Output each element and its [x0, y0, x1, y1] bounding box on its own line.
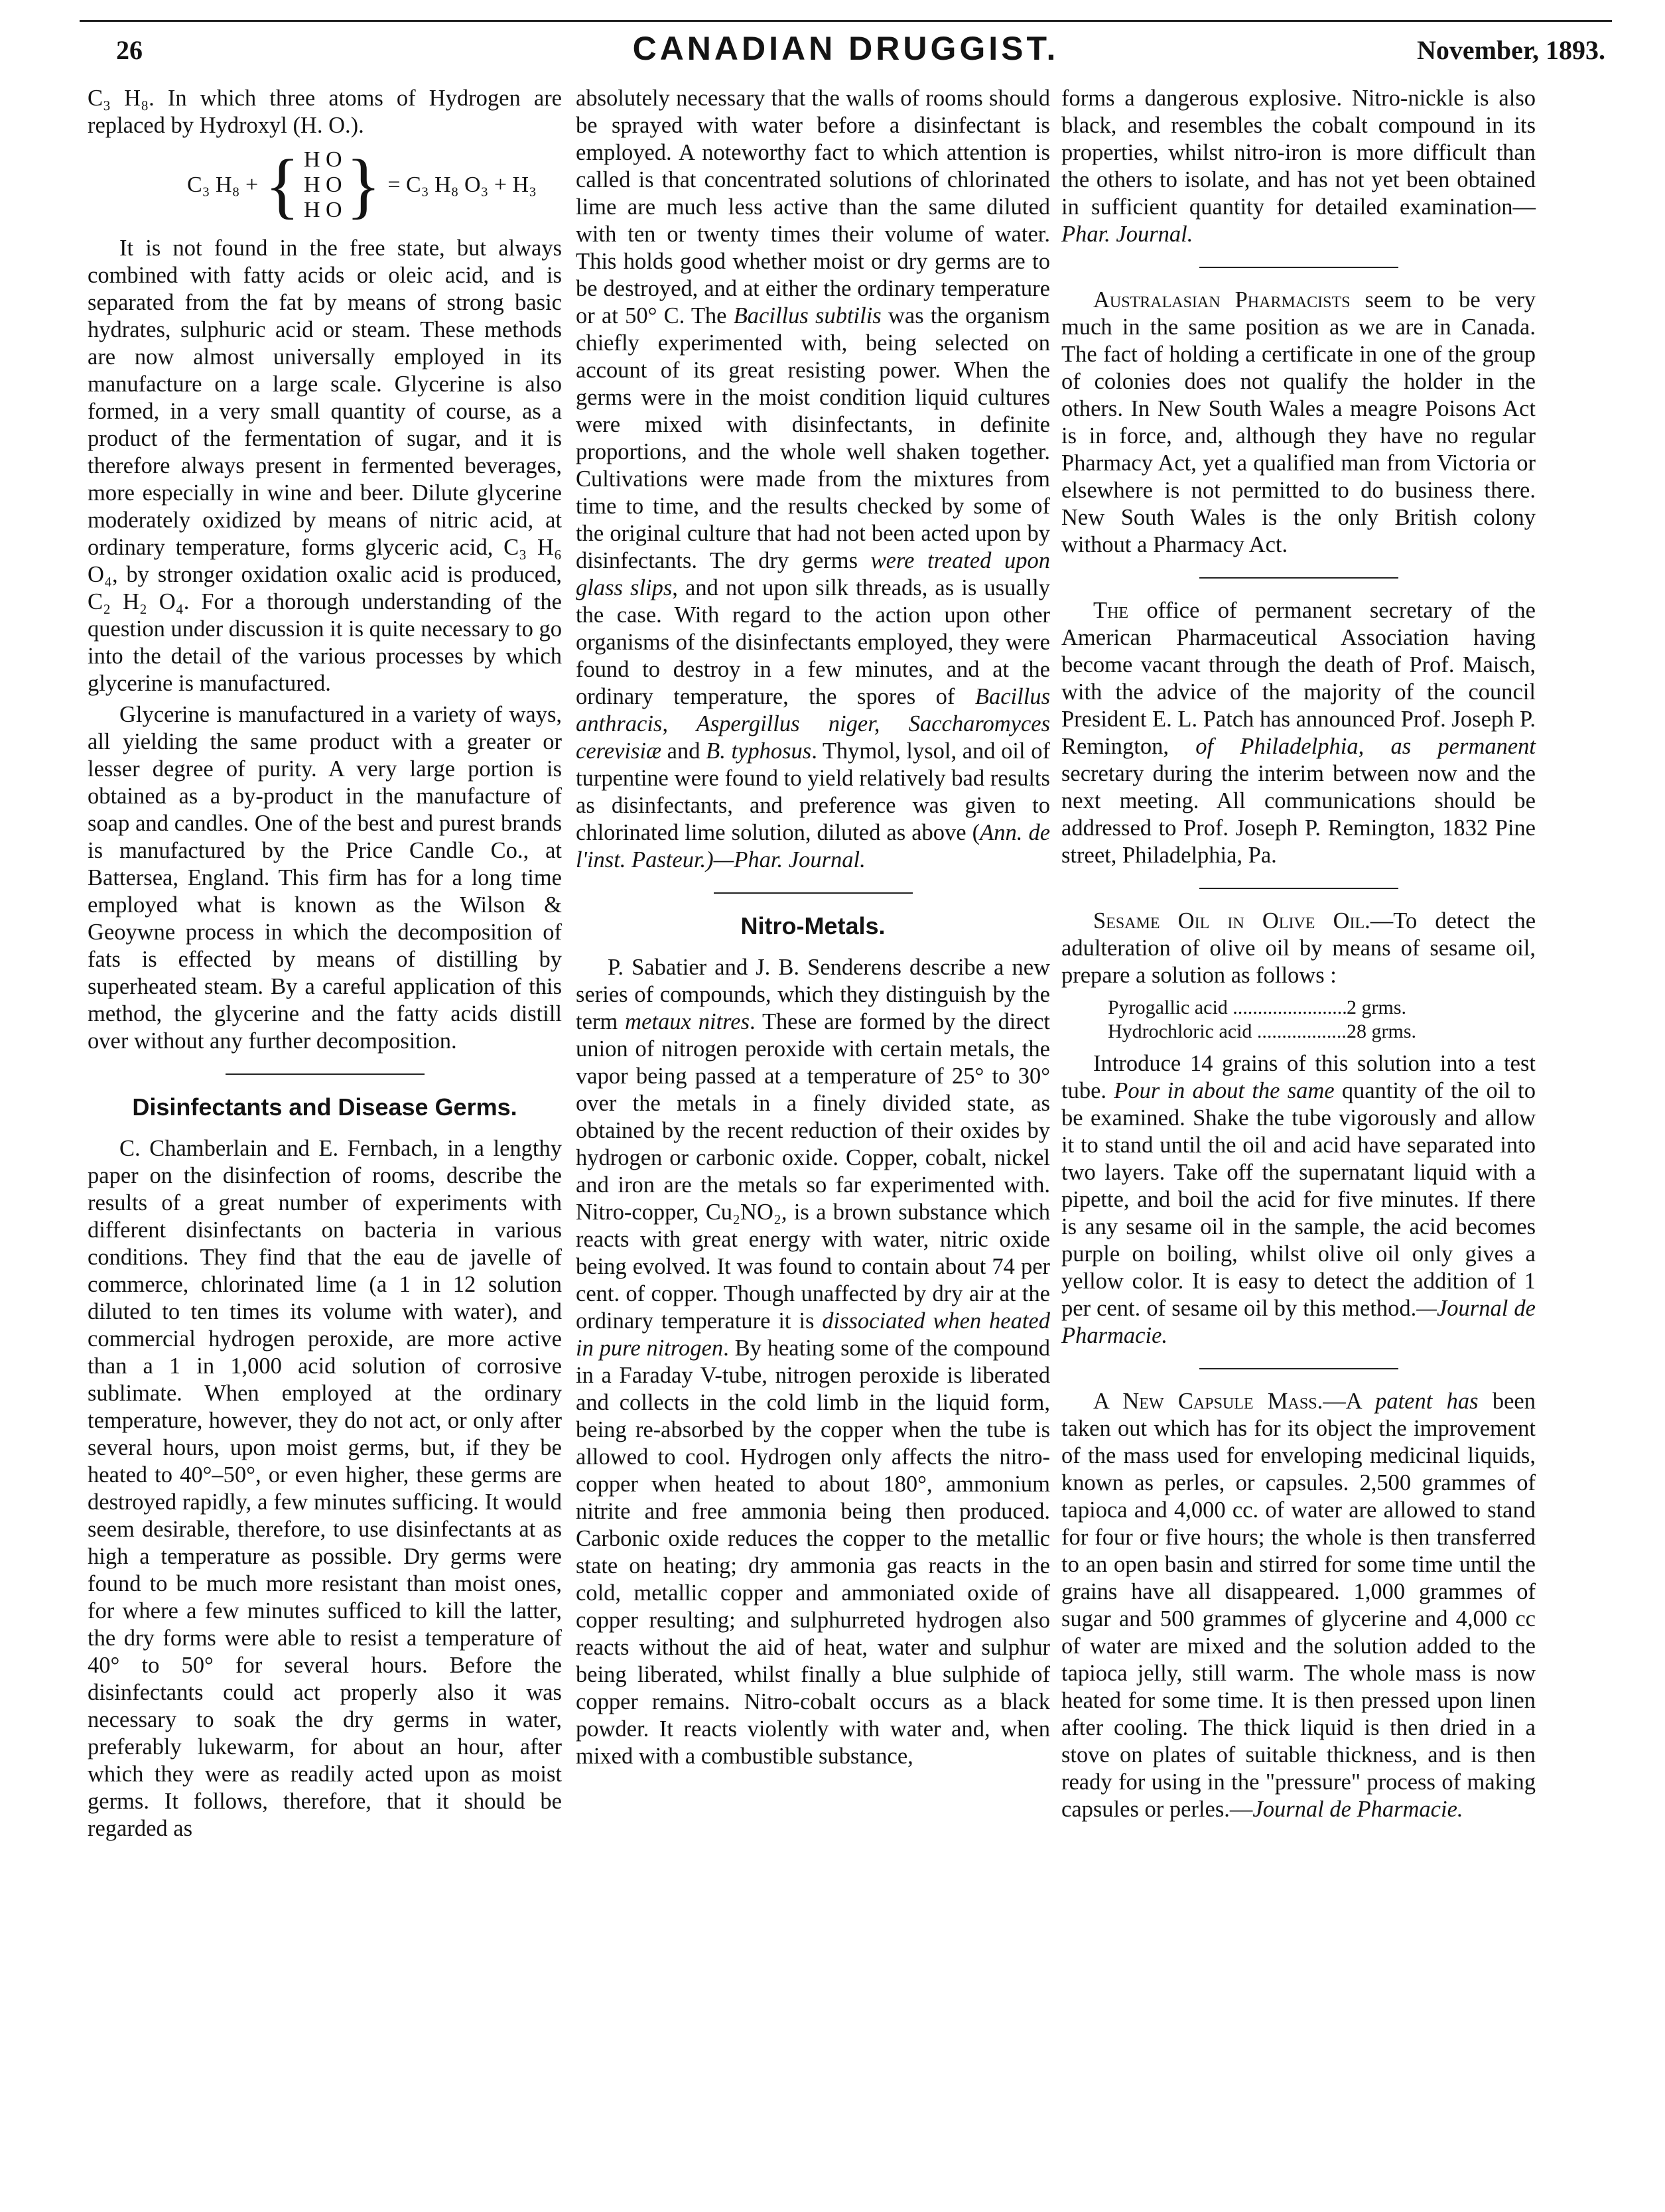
text-run: , and not upon silk threads, as is usually the case. With regard to the action upon other organisms of the disinfectants employed, they were found to destroy in a few minutes, and at the ordinary temperature, the spores of — [576, 575, 1050, 709]
item-lead: A New Capsule Mass. — [1093, 1389, 1323, 1414]
formula-stack-row: H O — [303, 198, 342, 222]
formula-stack-row: H O — [303, 147, 342, 172]
formula-right: = C₃ H₈ O₃ + H₃ — [387, 173, 537, 197]
recipe-amount: 2 grms. — [1347, 997, 1406, 1018]
text-run: . Thymol, lysol, and oil of turpentine were found to yield relatively bad results as disinfectants, and preference was given to chlorinated lime solution, diluted as above ( — [576, 738, 1050, 845]
recipe-amount: 28 grms. — [1347, 1020, 1416, 1042]
column-2 — [576, 85, 1050, 1774]
species-names: Bacillus anthracis, Aspergillus niger, Saccharomyces cerevisiæ — [576, 684, 1050, 764]
column-3 — [1061, 85, 1536, 1827]
section-divider — [714, 892, 913, 894]
source-citation: Ann. de l'inst. Pasteur.)—Phar. Journal. — [576, 820, 1051, 872]
emphasis-text: patent has — [1375, 1389, 1479, 1414]
sesame-oil-item — [1061, 908, 1536, 989]
capsule-mass-item — [1061, 1388, 1536, 1823]
column-1 — [88, 85, 562, 1846]
species-name: B. typhosus — [706, 738, 812, 764]
glycerine-intro: C₃ H₈. In which three atoms of Hydrogen are replaced by Hydroxyl (H. O.). — [88, 86, 562, 138]
text-run: Introduce 14 grains of this solution into a test tube. — [1061, 1051, 1536, 1103]
text-run: —To detect the adulteration of olive oil by means of sesame oil, prepare a solution as follows : — [1061, 908, 1536, 988]
text-run: been taken out which has for its object the improvement of the mass used for enveloping medicinal liquids, known as perles, or capsules. 2,500 grammes of tapioca and 4,000 cc. of water are allowed to stand for four or five hours; the whole is then transferred to an open basin and stirred for some time until the grains have all disappeared. 1,000 grammes of sugar and 500 grammes of glycerine and 4,000 cc of water are mixed and the solution added to the tapioca jelly, still warm. The whole mass is now heated for some time. It is then pressed upon linen after cooling. The thick liquid is then dried in a stove on plates of suitable thickness, and is then ready for using in the "pressure" process of making capsules or perles.— — [1061, 1389, 1536, 1822]
sesame-oil-instructions — [1061, 1050, 1536, 1349]
section-divider — [1199, 577, 1398, 579]
header-rule — [80, 20, 1612, 22]
formula-brace-group — [265, 145, 381, 226]
right-brace-glyph: } — [346, 145, 381, 226]
disinfectants-paragraph-1: C. Chamberlain and E. Fernbach, in a lengthy paper on the disinfection of rooms, describe the results of a great number of experiments with different disinfectants on bacteria in various conditions. They find that the eau de javelle of commerce, chlorinated lime (a 1 in 12 solution diluted to ten times its volume with water), and commercial hydrogen peroxide, are more active than a 1 in 1,000 acid solution of corrosive sublimate. When employed at the ordinary temperature, however, they do not act, or only after several hours, upon moist germs, but, if they be heated to 40°–50°, or even higher, these germs are destroyed rapidly, a few minutes sufficing. It would seem desirable, therefore, to use disinfectants at as high a temperature as possible. Dry germs were found to be much more resistant than moist ones, for where a few minutes sufficed to kill the latter, the dry forms were able to resist a temperature of 40° to 50° for several hours. Before the disinfectants could act properly also it was necessary to soak the dry germs in water, preferably lukewarm, for about an hour, after which they were as readily acted upon as moist germs. It follows, therefore, that it should be regarded as — [88, 1136, 562, 1841]
left-brace-glyph: { — [265, 145, 300, 226]
item-lead: Sesame Oil in Olive Oil. — [1093, 908, 1370, 933]
issue-date: November, 1893. — [1416, 35, 1605, 65]
glycerine-paragraph-1: It is not found in the free state, but always combined with fatty acids or oleic acid, and is separated from the fat by means of strong basic hydrates, sulphuric acid or steam. These methods are now almost universally employed in its manufacture on a large scale. Glycerine is also formed, in a very small quantity of course, as a product of the fermentation of sugar, and it is therefore always present in fermented beverages, more especially in wine and beer. Dilute glycerine moderately oxidized by means of nitric acid, at ordinary temperature, forms glyceric acid, C₃ H₆ O₄, by stronger oxidation oxalic acid is produced, C₂ H₂ O₄. For a thorough understanding of the question under discussion it is quite necessary to go into the detail of the various processes by which glycerine is manufactured. — [88, 236, 562, 696]
source-citation: Journal de Pharmacie. — [1252, 1797, 1463, 1822]
nitro-metals-paragraph-continued — [1061, 85, 1536, 248]
text-run: absolutely necessary that the walls of rooms should be sprayed with water before a disinfectant is employed. A noteworthy fact to which attention is called is that concentrated solutions of chlorinated lime are much less active than the same diluted with ten or twenty times their volume of water. This holds good whether moist or dry germs are to be destroyed, and at either the ordinary temperature or at 50° C. The — [576, 86, 1050, 328]
text-run: —A — [1323, 1389, 1376, 1414]
page-number: 26 — [116, 35, 143, 65]
emphasis-text: were treated upon glass slips — [576, 548, 1051, 600]
journal-title: CANADIAN DRUGGIST. — [632, 30, 1059, 67]
text-run: was the organism chiefly experimented with, being selected on account of its great resisting power. When the germs were in the moist condition liquid cultures were mixed with disinfectants, in definite proportions, and the whole well shaken together. Cultivations were made from the mixtures from time to time, and the results checked by some of the original culture that had not been acted upon by disinfectants. The dry germs — [576, 303, 1050, 573]
glycerine-paragraph-2: Glycerine is manufactured in a variety of ways, all yielding the same product with a greater or lesser degree of purity. A very large portion is obtained as a by-product in the manufacture of soap and candles. One of the best and purest brands is manufactured by the Price Candle Co., at Battersea, England. This firm has for a long time employed what is known as the Wilson & Geoywne process in which the decomposition of fats is effected by means of distilling by superheated steam. By a careful application of this method, the glycerine and the fatty acids distill over without any further decomposition. — [88, 702, 562, 1054]
text-run: and — [661, 738, 706, 764]
nitro-metals-paragraph — [576, 954, 1050, 1770]
text-run: P. Sabatier and J. B. Senderens describe a new series of compounds, which they distinguish by the term — [576, 955, 1050, 1034]
text-run: seem to be very much in the same position as we are in Canada. The fact of holding a certificate in one of the group of colonies does not qualify the holder in the others. In New South Wales a meagre Poisons Act is in force, and, although they have no regular Pharmacy Act, yet a qualified man from Victoria or elsewhere is not permitted to do business there. New South Wales is the only British colony without a Pharmacy Act. — [1061, 287, 1536, 557]
formula-stack — [304, 147, 342, 223]
section-divider — [226, 1073, 425, 1075]
source-citation: —Journal de Pharmacie. — [1061, 1296, 1536, 1348]
term-italic: metaux nitres — [625, 1009, 750, 1034]
australasian-pharmacists-item — [1061, 287, 1536, 559]
disinfectants-paragraph-continued — [576, 85, 1050, 874]
text-run: secretary during the interim between now and the next meeting. All communications should be addressed to Prof. Joseph P. Remington, 1832 Pine street, Philadelphia, Pa. — [1061, 761, 1536, 868]
glycerine-formula — [187, 145, 562, 226]
recipe-list — [1108, 996, 1536, 1044]
section-divider — [1199, 267, 1398, 268]
emphasis-text: dissociated when heated in pure nitrogen — [576, 1308, 1050, 1361]
heading-disinfectants: Disinfectants and Disease Germs. — [132, 1093, 517, 1121]
text-run: forms a dangerous explosive. Nitro-nickle is also black, and resembles the cobalt compound in its properties, whilst nitro-iron is more difficult than the others to isolate, and has not yet been obtained in sufficient quantity for detailed examination— — [1061, 86, 1536, 220]
section-divider — [1199, 1368, 1398, 1369]
section-divider — [1199, 888, 1398, 889]
recipe-ingredient: Pyrogallic acid ..... — [1108, 996, 1347, 1020]
secretary-item — [1061, 597, 1536, 869]
item-lead: Australasian Pharmacists — [1093, 287, 1351, 312]
formula-left: C₃ H₈ + — [187, 173, 259, 197]
heading-nitro-metals: Nitro-Metals. — [740, 912, 886, 939]
recipe-ingredient: Hydrochloric acid ..... — [1108, 1020, 1347, 1044]
recipe-row — [1108, 1020, 1536, 1044]
emphasis-text: Pour in about the same — [1114, 1078, 1335, 1103]
text-run: . These are formed by the direct union of nitrogen peroxide with certain metals, the vapor being passed at a temperature of 25° to 30° over the metals in a finely divided state, as obtained by the recent reduction of their oxides by hydrogen or carbonic oxide. Copper, cobalt, nickel and iron are the metals so far experimented with. Nitro-copper, Cu₂NO₂, is a brown substance which reacts with great energy with water, nitric oxide being evolved. It was found to contain about 74 per cent. of copper. Though unaffected by dry air at the ordinary temperature it is — [576, 1009, 1050, 1334]
species-name: Bacillus subtilis — [733, 303, 882, 328]
formula-stack-row: H O — [303, 173, 342, 197]
item-lead: The — [1093, 598, 1129, 623]
text-run: quantity of the oil to be examined. Shake the tube vigorously and allow it to stand until the oil and acid have separated into two layers. Take off the supernatant liquid with a pipette, and boil the acid for five minutes. If there is any sesame oil in the sample, the acid becomes purple on boiling, whilst olive oil only gives a yellow color. It is easy to detect the addition of 1 per cent. of sesame oil by this method. — [1061, 1078, 1536, 1321]
text-run: . By heating some of the compound in a Faraday V-tube, nitrogen peroxide is liberated and collects in the cold limb in the liquid form, being re-absorbed by the copper when the tube is allowed to cool. Hydrogen only affects the nitro-copper when heated to about 180°, ammonium nitrite and free ammonia being then produced. Carbonic oxide reduces the copper to the metallic state on heating; dry ammonia gas reacts in the cold, metallic copper and ammoniated oxide of copper resulting; and sulphurreted hydrogen also reacts without the aid of heat, water and sulphur being liberated, whilst finally a blue sulphide of copper remains. Nitro-cobalt occurs as a black powder. It reacts violently with water and, when mixed with a combustible substance, — [576, 1336, 1050, 1769]
page-header — [80, 20, 1612, 86]
recipe-row — [1108, 996, 1536, 1020]
emphasis-text: of Philadelphia, as permanent — [1195, 734, 1536, 759]
source-citation: Phar. Journal. — [1061, 222, 1193, 247]
text-run: office of permanent secretary of the American Pharmaceutical Association having become vacant through the death of Prof. Maisch, with the advice of the majority of the council President E. L. Patch has announced Prof. Joseph P. Remington, — [1061, 598, 1536, 759]
